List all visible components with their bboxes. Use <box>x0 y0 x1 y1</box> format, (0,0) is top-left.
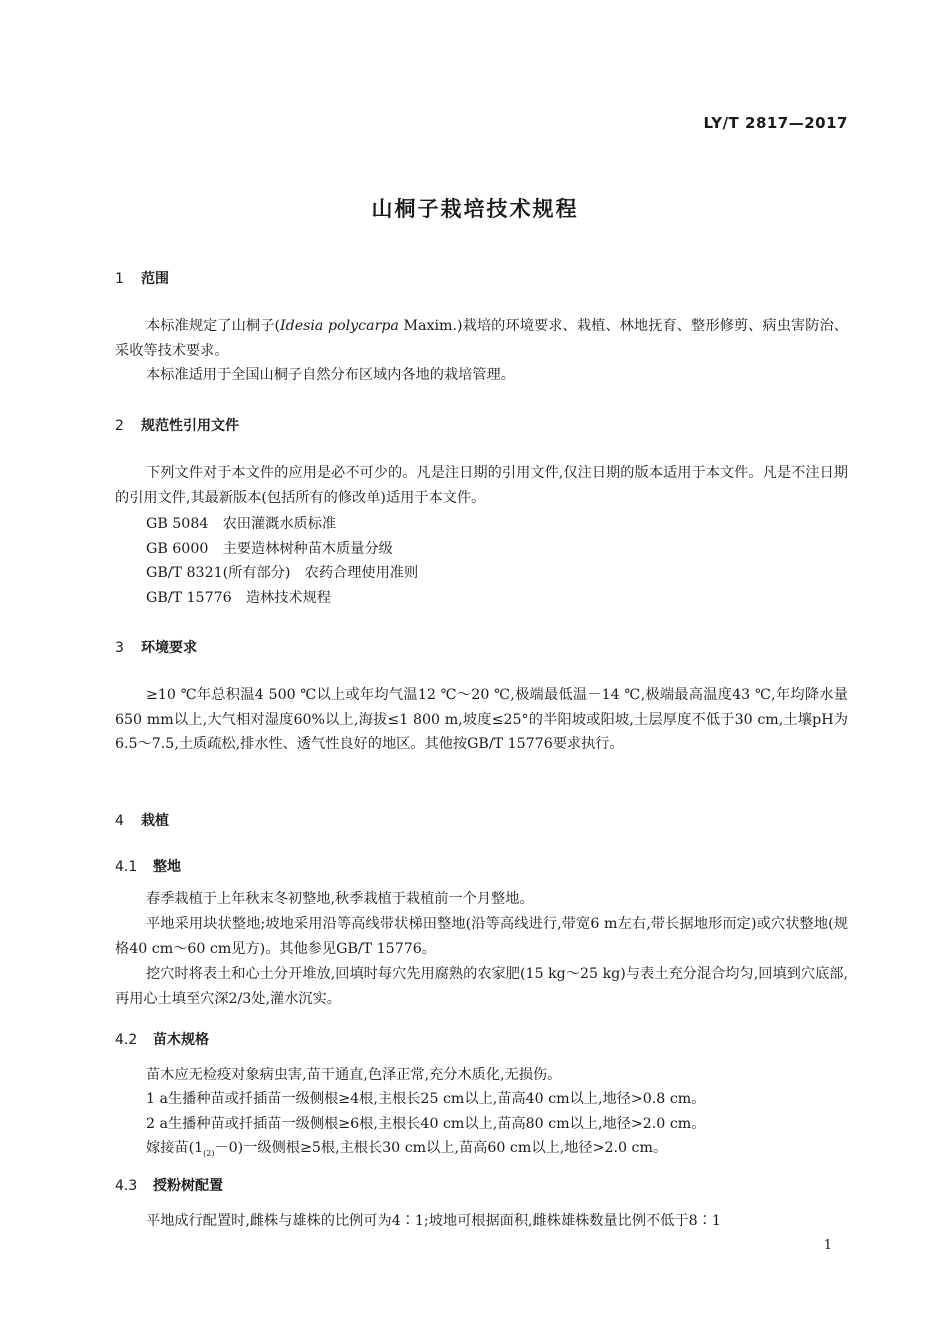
text-run: －0)一级侧根≥5根,主根长30 cm以上,苗高60 cm以上,地径>2.0 cm。 <box>214 1140 668 1156</box>
standard-code: LY/T 2817—2017 <box>703 114 848 132</box>
text-run: 嫁接苗(1 <box>146 1140 204 1156</box>
subscript: (2) <box>203 1148 215 1158</box>
section-title: 整地 <box>153 859 181 875</box>
section-4-3-heading <box>115 1175 223 1195</box>
section-2-paragraph-1: 下列文件对于本文件的应用是必不可少的。凡是注日期的引用文件,仅注日期的版本适用于本文件。凡是不注日期的引用文件,其最新版本(包括所有的修改单)适用于本文件。 <box>115 465 848 506</box>
text-run: 本标准规定了山桐子( <box>146 318 281 334</box>
section-number: 4.2 <box>115 1032 138 1048</box>
section-4-2-paragraph-4 <box>115 1136 848 1166</box>
section-number: 1 <box>115 271 124 287</box>
section-3-heading <box>115 637 197 657</box>
text-run: Maxim.)栽培的环境要求、栽植、林地抚育、整形修剪、病虫害防治、采收等技术要求。 <box>115 318 848 359</box>
section-4-2-paragraph-2: 1 a生播种苗或扦插苗一级侧根≥4根,主根长25 cm以上,苗高40 cm以上,地径>0.8 cm。 <box>146 1091 706 1107</box>
document-title: 山桐子栽培技术规程 <box>371 197 579 221</box>
section-4-1-paragraph-2: 平地采用块状整地;坡地采用沿等高线带状梯田整地(沿等高线进行,带宽6 m左右,带长据地形而定)或穴状整地(规格40 cm～60 cm见方)。其他参见GB/T 15776。 <box>115 916 848 957</box>
section-number: 4 <box>115 813 124 829</box>
section-1-paragraph-1 <box>115 314 848 363</box>
section-title: 范围 <box>141 271 169 287</box>
section-4-2-paragraph-1: 苗木应无检疫对象病虫害,苗干通直,色泽正常,充分木质化,无损伤。 <box>146 1067 562 1083</box>
section-4-heading <box>115 810 169 830</box>
latin-name: Idesia polycarpa <box>280 318 399 334</box>
section-title: 规范性引用文件 <box>141 418 239 434</box>
section-4-1-paragraph-1: 春季栽植于上年秋末冬初整地,秋季栽植于栽植前一个月整地。 <box>146 891 534 907</box>
section-4-2-heading <box>115 1029 209 1049</box>
reference-item: GB/T 15776 造林技术规程 <box>146 590 331 606</box>
section-title: 苗木规格 <box>153 1032 209 1048</box>
section-4-2-paragraph-3: 2 a生播种苗或扦插苗一级侧根≥6根,主根长40 cm以上,苗高80 cm以上,地径>2.0 cm。 <box>146 1116 706 1132</box>
section-1-paragraph-2: 本标准适用于全国山桐子自然分布区域内各地的栽培管理。 <box>146 367 515 383</box>
section-number: 4.1 <box>115 859 138 875</box>
page-number: 1 <box>823 1238 832 1253</box>
section-number: 3 <box>115 640 124 656</box>
reference-item: GB 6000 主要造林树种苗木质量分级 <box>146 541 393 557</box>
section-title: 授粉树配置 <box>153 1178 223 1194</box>
section-4-3-paragraph-1: 平地成行配置时,雌株与雄株的比例可为4∶1;坡地可根据面积,雌株雄株数量比例不低于8∶1 <box>146 1213 721 1229</box>
section-1-heading <box>115 268 169 288</box>
section-2-heading <box>115 415 239 435</box>
section-title: 环境要求 <box>141 640 197 656</box>
section-number: 2 <box>115 418 124 434</box>
section-4-1-heading <box>115 856 181 876</box>
section-3-paragraph-1: ≥10 ℃年总积温4 500 ℃以上或年均气温12 ℃～20 ℃,极端最低温－14 ℃,极端最高温度43 ℃,年均降水量650 mm以上,大气相对湿度60%以上,海拔≤1 800 m,坡度≤25°的半阳坡或阳坡,土层厚度不低于30 cm,土壤pH为6.5～7.5,土质疏松,排水性、透气性良好的地区。其他按GB/T 15776要求执行。 <box>115 687 848 752</box>
section-4-1-paragraph-3: 挖穴时将表土和心土分开堆放,回填时每穴先用腐熟的农家肥(15 kg～25 kg)与表土充分混合均匀,回填到穴底部,再用心土填至穴深2/3处,灌水沉实。 <box>115 966 848 1007</box>
reference-item: GB/T 8321(所有部分) 农药合理使用准则 <box>146 565 419 581</box>
reference-item: GB 5084 农田灌溉水质标准 <box>146 516 337 532</box>
section-number: 4.3 <box>115 1178 138 1194</box>
section-title: 栽植 <box>141 813 169 829</box>
